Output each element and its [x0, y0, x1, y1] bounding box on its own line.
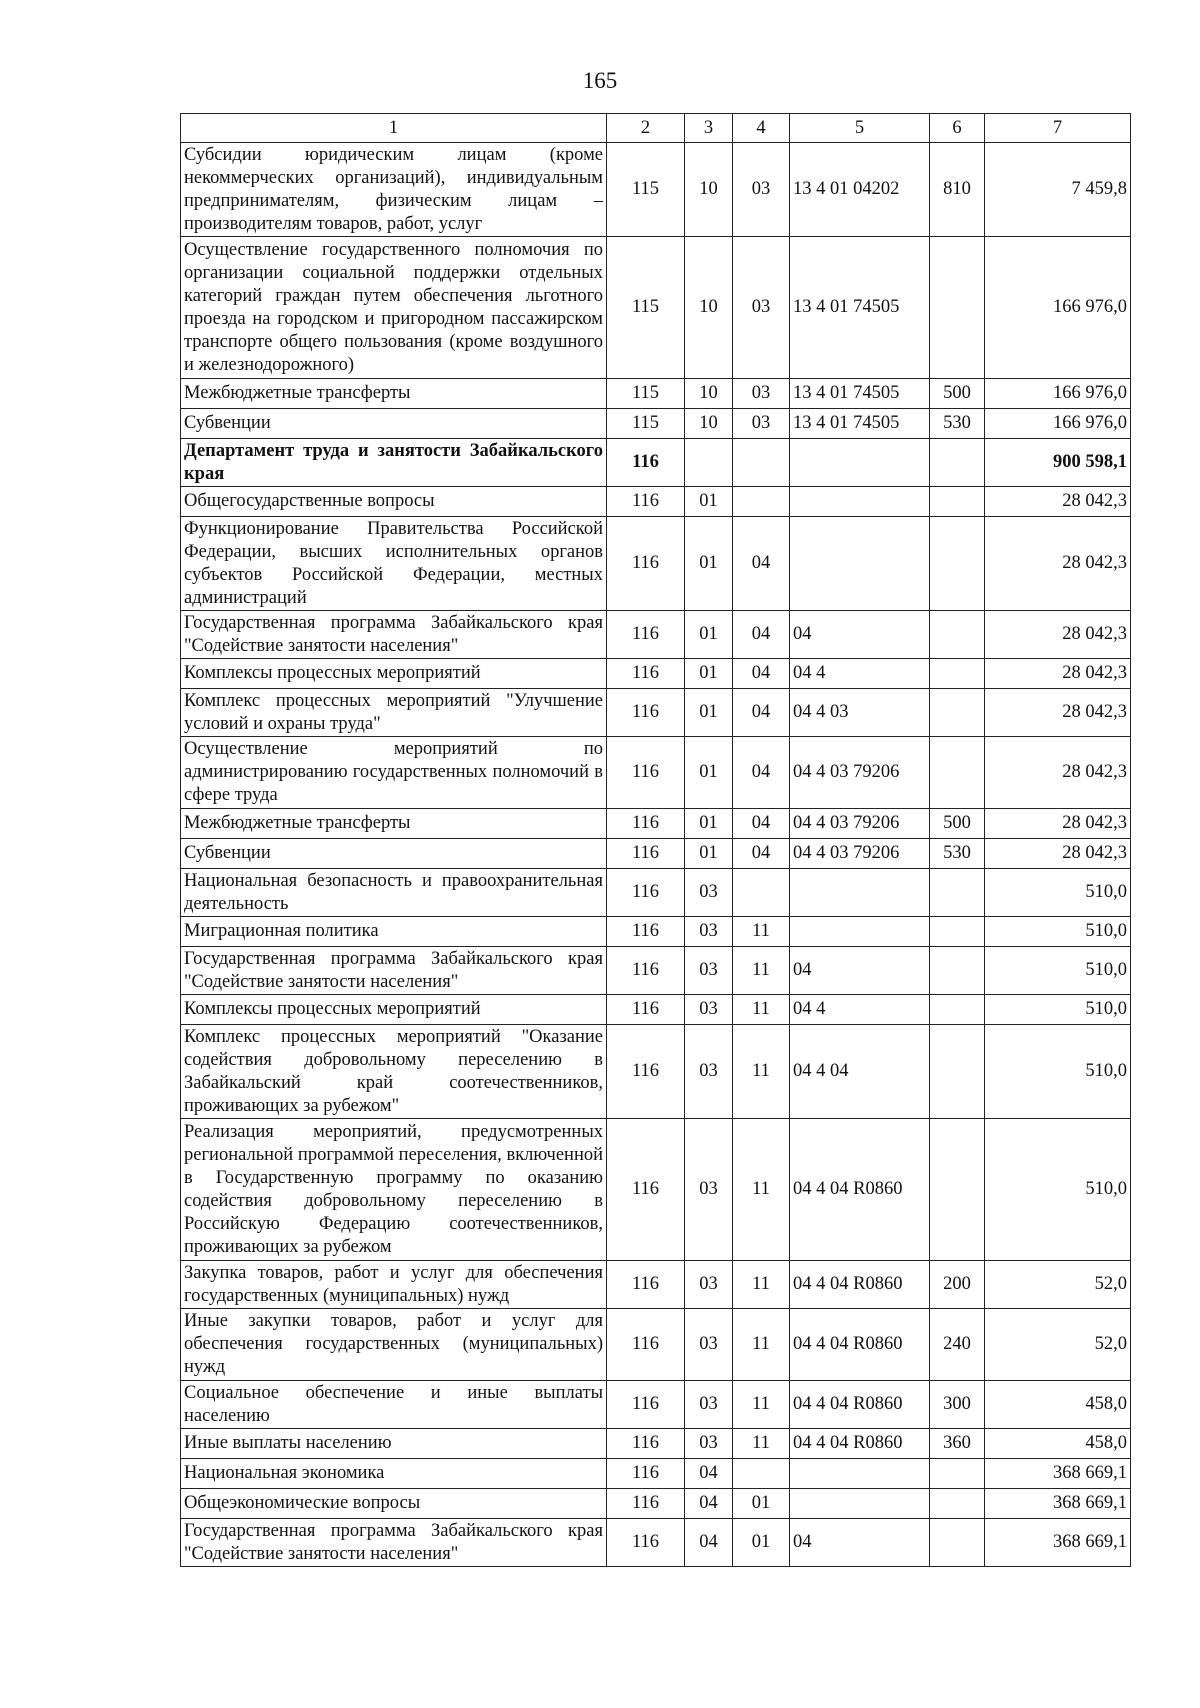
section-code-cell: 03 [685, 1381, 733, 1429]
admin-code-cell: 116 [607, 1489, 685, 1519]
amount-cell: 368 669,1 [985, 1519, 1131, 1567]
amount-cell: 52,0 [985, 1261, 1131, 1309]
section-code-cell: 01 [685, 611, 733, 659]
expense-type-cell: 200 [930, 1261, 985, 1309]
target-article-cell: 04 4 04 R0860 [790, 1381, 930, 1429]
expense-type-cell [930, 1519, 985, 1567]
subsection-code-cell [733, 1459, 790, 1489]
row-name-cell: Государственная программа Забайкальского края "Содействие занятости населения" [181, 611, 607, 659]
amount-cell: 166 976,0 [985, 379, 1131, 409]
expense-type-cell: 530 [930, 409, 985, 439]
expense-type-cell: 500 [930, 379, 985, 409]
target-article-cell [790, 869, 930, 917]
row-name-cell: Функционирование Правительства Российской Федерации, высших исполнительных органов субъектов Российской Федерации, местных администраций [181, 517, 607, 611]
admin-code-cell: 116 [607, 659, 685, 689]
budget-table [180, 113, 1131, 1567]
admin-code-cell: 115 [607, 379, 685, 409]
subsection-code-cell: 04 [733, 839, 790, 869]
amount-cell: 510,0 [985, 1025, 1131, 1119]
admin-code-cell: 116 [607, 1309, 685, 1381]
header-row [181, 114, 1131, 143]
row-name-cell: Иные закупки товаров, работ и услуг для обеспечения государственных (муниципальных) нужд [181, 1309, 607, 1381]
row-name-cell: Общегосударственные вопросы [181, 487, 607, 517]
amount-cell: 28 042,3 [985, 517, 1131, 611]
table-row [181, 839, 1131, 869]
target-article-cell: 04 4 04 R0860 [790, 1309, 930, 1381]
expense-type-cell [930, 517, 985, 611]
subsection-code-cell: 03 [733, 379, 790, 409]
section-code-cell: 10 [685, 379, 733, 409]
admin-code-cell: 116 [607, 611, 685, 659]
subsection-code-cell: 04 [733, 809, 790, 839]
amount-cell: 28 042,3 [985, 659, 1131, 689]
expense-type-cell [930, 869, 985, 917]
target-article-cell: 04 [790, 611, 930, 659]
section-code-cell: 03 [685, 1309, 733, 1381]
row-name-cell: Субвенции [181, 839, 607, 869]
table-row [181, 809, 1131, 839]
section-code-cell: 01 [685, 487, 733, 517]
section-code-cell: 01 [685, 517, 733, 611]
expense-type-cell [930, 237, 985, 379]
admin-code-cell: 116 [607, 1381, 685, 1429]
expense-type-cell [930, 1459, 985, 1489]
expense-type-cell [930, 917, 985, 947]
amount-cell: 28 042,3 [985, 689, 1131, 737]
column-header: 2 [607, 114, 685, 143]
target-article-cell: 04 4 [790, 659, 930, 689]
amount-cell: 510,0 [985, 1119, 1131, 1261]
section-code-cell: 01 [685, 689, 733, 737]
target-article-cell: 04 4 [790, 995, 930, 1025]
row-name-cell: Субсидии юридическим лицам (кроме некоммерческих организаций), индивидуальным предпринимателям, физическим лицам – производителям товаров, работ, услуг [181, 143, 607, 237]
row-name-cell: Субвенции [181, 409, 607, 439]
row-name-cell: Комплекс процессных мероприятий "Оказание содействия добровольному переселению в Забайкальский край соотечественников, проживающих за рубежом" [181, 1025, 607, 1119]
target-article-cell [790, 517, 930, 611]
subsection-code-cell: 11 [733, 1261, 790, 1309]
target-article-cell: 04 4 03 79206 [790, 809, 930, 839]
subsection-code-cell: 03 [733, 409, 790, 439]
admin-code-cell: 116 [607, 737, 685, 809]
target-article-cell: 13 4 01 74505 [790, 237, 930, 379]
table-row [181, 1309, 1131, 1381]
target-article-cell [790, 1489, 930, 1519]
section-code-cell: 01 [685, 839, 733, 869]
amount-cell: 510,0 [985, 947, 1131, 995]
table-row [181, 379, 1131, 409]
amount-cell: 458,0 [985, 1381, 1131, 1429]
amount-cell: 28 042,3 [985, 839, 1131, 869]
table-row [181, 409, 1131, 439]
amount-cell: 28 042,3 [985, 737, 1131, 809]
subsection-code-cell: 04 [733, 689, 790, 737]
subsection-code-cell: 04 [733, 737, 790, 809]
amount-cell: 7 459,8 [985, 143, 1131, 237]
expense-type-cell [930, 737, 985, 809]
amount-cell: 458,0 [985, 1429, 1131, 1459]
table-row [181, 995, 1131, 1025]
target-article-cell: 13 4 01 04202 [790, 143, 930, 237]
admin-code-cell: 116 [607, 839, 685, 869]
table-row [181, 439, 1131, 487]
expense-type-cell [930, 1119, 985, 1261]
row-name-cell: Реализация мероприятий, предусмотренных региональной программой переселения, включенной в Государственную программу по оказанию содействия добровольному переселению в Российскую Федерацию соотечественников, проживающих за рубежом [181, 1119, 607, 1261]
expense-type-cell: 500 [930, 809, 985, 839]
target-article-cell: 13 4 01 74505 [790, 379, 930, 409]
subsection-code-cell [733, 439, 790, 487]
admin-code-cell: 116 [607, 689, 685, 737]
admin-code-cell: 116 [607, 995, 685, 1025]
section-code-cell: 03 [685, 1025, 733, 1119]
amount-cell: 28 042,3 [985, 809, 1131, 839]
row-name-cell: Межбюджетные трансферты [181, 809, 607, 839]
amount-cell: 510,0 [985, 917, 1131, 947]
expense-type-cell [930, 659, 985, 689]
target-article-cell [790, 1459, 930, 1489]
row-name-cell: Социальное обеспечение и иные выплаты населению [181, 1381, 607, 1429]
section-code-cell: 04 [685, 1459, 733, 1489]
admin-code-cell: 116 [607, 947, 685, 995]
section-code-cell: 01 [685, 659, 733, 689]
section-code-cell: 03 [685, 917, 733, 947]
table-row [181, 947, 1131, 995]
target-article-cell: 04 4 04 R0860 [790, 1261, 930, 1309]
target-article-cell [790, 917, 930, 947]
section-code-cell: 03 [685, 947, 733, 995]
expense-type-cell [930, 1025, 985, 1119]
amount-cell: 368 669,1 [985, 1459, 1131, 1489]
subsection-code-cell [733, 869, 790, 917]
table-row [181, 737, 1131, 809]
row-name-cell: Осуществление мероприятий по администрированию государственных полномочий в сфере труда [181, 737, 607, 809]
row-name-cell: Комплексы процессных мероприятий [181, 995, 607, 1025]
section-code-cell: 03 [685, 869, 733, 917]
admin-code-cell: 116 [607, 1429, 685, 1459]
table-row [181, 611, 1131, 659]
subsection-code-cell [733, 487, 790, 517]
table-row [181, 917, 1131, 947]
table-row [181, 659, 1131, 689]
subsection-code-cell: 11 [733, 1025, 790, 1119]
table-row [181, 1261, 1131, 1309]
admin-code-cell: 116 [607, 439, 685, 487]
subsection-code-cell: 03 [733, 237, 790, 379]
target-article-cell: 13 4 01 74505 [790, 409, 930, 439]
table-row [181, 487, 1131, 517]
table-row [181, 143, 1131, 237]
admin-code-cell: 116 [607, 487, 685, 517]
table-row [181, 1381, 1131, 1429]
expense-type-cell [930, 439, 985, 487]
section-code-cell [685, 439, 733, 487]
admin-code-cell: 115 [607, 237, 685, 379]
target-article-cell: 04 4 03 [790, 689, 930, 737]
expense-type-cell: 360 [930, 1429, 985, 1459]
section-code-cell: 10 [685, 143, 733, 237]
table-row [181, 1025, 1131, 1119]
section-code-cell: 10 [685, 409, 733, 439]
section-code-cell: 01 [685, 809, 733, 839]
subsection-code-cell: 04 [733, 659, 790, 689]
row-name-cell: Комплексы процессных мероприятий [181, 659, 607, 689]
row-name-cell: Национальная безопасность и правоохранительная деятельность [181, 869, 607, 917]
column-header: 1 [181, 114, 607, 143]
row-name-cell: Комплекс процессных мероприятий "Улучшение условий и охраны труда" [181, 689, 607, 737]
admin-code-cell: 116 [607, 869, 685, 917]
row-name-cell: Осуществление государственного полномочия по организации социальной поддержки отдельных категорий граждан путем обеспечения льготного проезда на городском и пригородном пассажирском транспорте общего пользования (кроме воздушного и железнодорожного) [181, 237, 607, 379]
column-header: 5 [790, 114, 930, 143]
expense-type-cell [930, 1489, 985, 1519]
subsection-code-cell: 11 [733, 947, 790, 995]
target-article-cell: 04 [790, 1519, 930, 1567]
row-name-cell: Межбюджетные трансферты [181, 379, 607, 409]
expense-type-cell: 530 [930, 839, 985, 869]
admin-code-cell: 116 [607, 1025, 685, 1119]
section-code-cell: 10 [685, 237, 733, 379]
column-header: 7 [985, 114, 1131, 143]
column-header: 3 [685, 114, 733, 143]
target-article-cell: 04 4 04 R0860 [790, 1119, 930, 1261]
target-article-cell: 04 [790, 947, 930, 995]
admin-code-cell: 116 [607, 917, 685, 947]
subsection-code-cell: 01 [733, 1519, 790, 1567]
expense-type-cell: 810 [930, 143, 985, 237]
amount-cell: 368 669,1 [985, 1489, 1131, 1519]
expense-type-cell [930, 689, 985, 737]
section-code-cell: 03 [685, 1261, 733, 1309]
column-header: 6 [930, 114, 985, 143]
subsection-code-cell: 11 [733, 1119, 790, 1261]
row-name-cell: Общеэкономические вопросы [181, 1489, 607, 1519]
admin-code-cell: 115 [607, 409, 685, 439]
table-row [181, 869, 1131, 917]
column-header: 4 [733, 114, 790, 143]
expense-type-cell: 300 [930, 1381, 985, 1429]
table-row [181, 1519, 1131, 1567]
amount-cell: 166 976,0 [985, 237, 1131, 379]
target-article-cell [790, 439, 930, 487]
amount-cell: 28 042,3 [985, 611, 1131, 659]
row-name-cell: Государственная программа Забайкальского края "Содействие занятости населения" [181, 1519, 607, 1567]
table-row [181, 1459, 1131, 1489]
subsection-code-cell: 11 [733, 1381, 790, 1429]
table-body [181, 143, 1131, 1567]
target-article-cell: 04 4 04 [790, 1025, 930, 1119]
admin-code-cell: 116 [607, 1261, 685, 1309]
table-row [181, 237, 1131, 379]
table-row [181, 1489, 1131, 1519]
table-row [181, 689, 1131, 737]
section-code-cell: 03 [685, 995, 733, 1025]
table-row [181, 1119, 1131, 1261]
section-code-cell: 03 [685, 1429, 733, 1459]
subsection-code-cell: 11 [733, 917, 790, 947]
row-name-cell: Иные выплаты населению [181, 1429, 607, 1459]
subsection-code-cell: 03 [733, 143, 790, 237]
row-name-cell: Миграционная политика [181, 917, 607, 947]
expense-type-cell [930, 995, 985, 1025]
subsection-code-cell: 11 [733, 1429, 790, 1459]
amount-cell: 900 598,1 [985, 439, 1131, 487]
amount-cell: 510,0 [985, 995, 1131, 1025]
admin-code-cell: 116 [607, 1119, 685, 1261]
subsection-code-cell: 11 [733, 995, 790, 1025]
amount-cell: 28 042,3 [985, 487, 1131, 517]
target-article-cell: 04 4 03 79206 [790, 839, 930, 869]
admin-code-cell: 116 [607, 809, 685, 839]
subsection-code-cell: 04 [733, 517, 790, 611]
admin-code-cell: 116 [607, 1519, 685, 1567]
row-name-cell: Департамент труда и занятости Забайкальского края [181, 439, 607, 487]
expense-type-cell [930, 947, 985, 995]
section-code-cell: 04 [685, 1519, 733, 1567]
subsection-code-cell: 04 [733, 611, 790, 659]
target-article-cell: 04 4 03 79206 [790, 737, 930, 809]
target-article-cell: 04 4 04 R0860 [790, 1429, 930, 1459]
expense-type-cell [930, 611, 985, 659]
subsection-code-cell: 11 [733, 1309, 790, 1381]
expense-type-cell: 240 [930, 1309, 985, 1381]
section-code-cell: 01 [685, 737, 733, 809]
subsection-code-cell: 01 [733, 1489, 790, 1519]
table-row [181, 517, 1131, 611]
table-row [181, 1429, 1131, 1459]
amount-cell: 510,0 [985, 869, 1131, 917]
amount-cell: 166 976,0 [985, 409, 1131, 439]
admin-code-cell: 115 [607, 143, 685, 237]
row-name-cell: Закупка товаров, работ и услуг для обеспечения государственных (муниципальных) нужд [181, 1261, 607, 1309]
row-name-cell: Национальная экономика [181, 1459, 607, 1489]
expense-type-cell [930, 487, 985, 517]
amount-cell: 52,0 [985, 1309, 1131, 1381]
section-code-cell: 03 [685, 1119, 733, 1261]
page-number: 165 [582, 68, 618, 93]
target-article-cell [790, 487, 930, 517]
admin-code-cell: 116 [607, 517, 685, 611]
section-code-cell: 04 [685, 1489, 733, 1519]
row-name-cell: Государственная программа Забайкальского края "Содействие занятости населения" [181, 947, 607, 995]
admin-code-cell: 116 [607, 1459, 685, 1489]
